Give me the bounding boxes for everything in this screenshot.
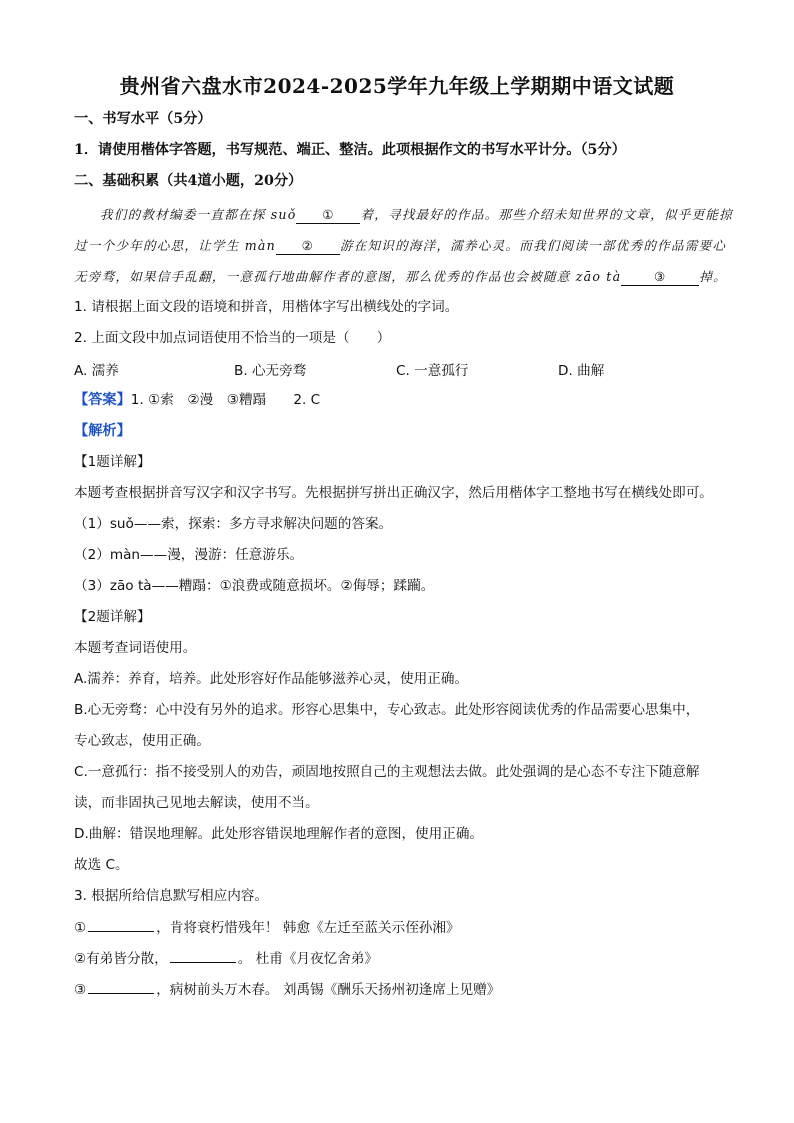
recite-line-3: ③ ，病树前头万木春。 刘禹锡《酬乐天扬州初逢席上见赠》: [74, 979, 500, 1000]
section1-heading: 一、书写水平（5分）: [74, 111, 212, 127]
detail2-line: D.曲解：错误地理解。此处形容错误地理解作者的意图，使用正确。: [74, 826, 484, 842]
page-title: 贵州省六盘水市2024-2025学年九年级上学期期中语文试题: [119, 74, 675, 98]
option-b: B. 心无旁骛: [234, 363, 307, 379]
detail2-line: 本题考查词语使用。: [74, 640, 197, 656]
option-d: D. 曲解: [558, 363, 605, 379]
recite-line-1: ① ，肯将衰朽惜残年！ 韩愈《左迁至蓝关示侄孙湘》: [74, 917, 460, 938]
detail2-line: 读，而非固执己见地去解读，使用不当。: [74, 795, 319, 811]
recite-line-2: ②有弟皆分散， 。 杜甫《月夜忆舍弟》: [74, 948, 378, 969]
detail1-line: （2）màn——漫，漫游：任意游乐。: [74, 547, 304, 563]
option-a: A. 濡养: [74, 363, 119, 379]
recite-blank[interactable]: [88, 979, 154, 994]
blank-2: ②: [276, 238, 340, 255]
detail2-line: 专心致志，使用正确。: [74, 733, 210, 749]
recite-blank[interactable]: [170, 948, 236, 963]
blank-1: ①: [296, 207, 360, 224]
answer-text: 1. ①索 ②漫 ③糟蹋 2. C: [130, 392, 321, 408]
analysis-line: [74, 421, 131, 441]
passage-line-1: 我们的教材编委一直都在探 suǒ ① 着，寻找最好的作品。那些介绍未知世界的文章，似乎更能掠: [100, 207, 733, 222]
detail2-tag: 【2题详解】: [74, 609, 151, 625]
detail1-tag: 【1题详解】: [74, 454, 151, 470]
question-2-sub: 2. 上面文段中加点词语使用不恰当的一项是（ ）: [74, 330, 391, 346]
detail2-line: 故选 C。: [74, 857, 129, 873]
section2-heading: 二、基础积累（共4道小题，20分）: [74, 173, 303, 189]
question-3: 3. 根据所给信息默写相应内容。: [74, 888, 269, 904]
blank-3: ③: [621, 269, 699, 286]
option-c: C. 一意孤行: [396, 363, 469, 379]
detail1-line: （3）zāo tà——糟蹋：①浪费或随意损坏。②侮辱；蹂躏。: [74, 578, 435, 594]
detail2-line: A.濡养：养育，培养。此处形容好作品能够滋养心灵，使用正确。: [74, 671, 469, 687]
passage-line-3: 无旁骛，如果信手乱翻，一意孤行地曲解作者的意图，那么优秀的作品也会被随意 zāo tà ③ 掉。: [74, 269, 727, 284]
answer-line: [74, 390, 320, 410]
detail2-line: B.心无旁骛：心中没有另外的追求。形容心思集中，专心致志。此处形容阅读优秀的作品需要心思集中，: [74, 702, 700, 718]
detail1-line: （1）suǒ——索，探索：多方寻求解决问题的答案。: [74, 516, 393, 532]
recite-blank[interactable]: [88, 917, 154, 932]
detail1-line: 本题考查根据拼音写汉字和汉字书写。先根据拼写拼出正确汉字，然后用楷体字工整地书写在横线处即可。: [74, 485, 713, 501]
answer-tag: 【答案】: [74, 392, 131, 408]
passage-line-2: 过一个少年的心思，让学生 màn ② 游在知识的海洋，濡养心灵。而我们阅读一部优秀的作品需要心: [74, 238, 727, 253]
question-1-sub: 1. 请根据上面文段的语境和拼音，用楷体字写出横线处的字词。: [74, 299, 459, 315]
question-1: 1．请使用楷体字答题，书写规范、端正、整洁。此项根据作文的书写水平计分。（5分）: [74, 142, 626, 158]
detail2-line: C.一意孤行：指不接受别人的劝告，顽固地按照自己的主观想法去做。此处强调的是心态不专注下随意解: [74, 764, 700, 780]
analysis-tag: 【解析】: [74, 423, 131, 439]
